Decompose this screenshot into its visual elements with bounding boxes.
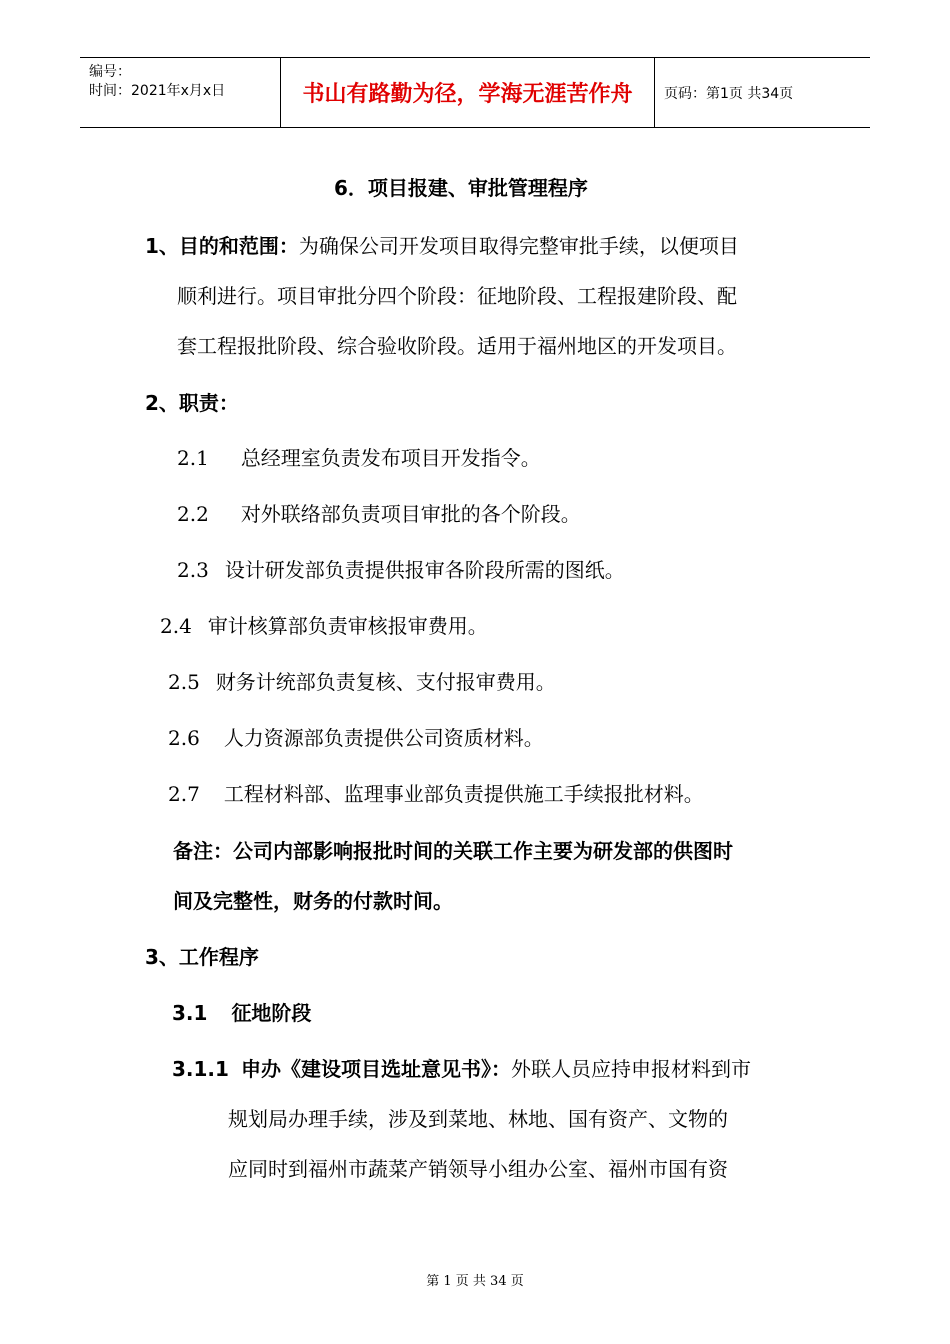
header-slogan: 书山有路勤为径，学海无涯苦作舟 [281, 58, 655, 127]
duty-text: 审计核算部负责审核报审费用。 [207, 614, 488, 638]
duty-text: 设计研发部负责提供报审各阶段所需的图纸。 [224, 558, 625, 582]
sec3-item-num: 3.1.1 [172, 1057, 229, 1081]
duty-num: 2.6 [168, 726, 200, 750]
duty-item-4 [160, 610, 488, 639]
sec3-item-text1: 外联人员应持申报材料到市 [510, 1057, 751, 1081]
duty-item-3 [177, 554, 625, 583]
duty-num: 2.5 [168, 670, 200, 694]
sec3-sub-title: 征地阶段 [231, 1001, 312, 1025]
sec3-item-line3: 应同时到福州市蔬菜产销领导小组办公室、福州市国有资 [228, 1157, 728, 1181]
sec1-text1: 为确保公司开发项目取得完整审批手续，以便项目 [298, 234, 739, 258]
sec3-item-line1 [172, 1053, 751, 1082]
duty-item-2 [177, 498, 581, 527]
header-table [80, 57, 870, 128]
sec3-item-line2: 规划局办理手续，涉及到菜地、林地、国有资产、文物的 [228, 1107, 728, 1131]
sec3-sub-num: 3.1 [172, 1001, 208, 1025]
sec3-heading: 3、工作程序 [145, 945, 259, 969]
sec1-line1 [145, 230, 739, 259]
duty-item-6 [168, 722, 544, 751]
duty-num: 2.2 [177, 502, 209, 526]
duty-item-1 [177, 442, 541, 471]
sec1-heading: 1、目的和范围： [145, 234, 299, 258]
note-line1: 备注：公司内部影响报批时间的关联工作主要为研发部的供图时 [173, 839, 733, 863]
sec1-line2: 顺利进行。项目审批分四个阶段：征地阶段、工程报建阶段、配 [177, 284, 737, 308]
duty-text: 总经理室负责发布项目开发指令。 [240, 446, 541, 470]
duty-text: 财务计统部负责复核、支付报审费用。 [215, 670, 556, 694]
note-line2: 间及完整性，财务的付款时间。 [173, 889, 453, 913]
time-label: 时间：2021年x月x日 [89, 83, 226, 99]
duty-text: 对外联络部负责项目审批的各个阶段。 [240, 502, 581, 526]
sec3-item-title: 申办《建设项目选址意见书》： [240, 1057, 511, 1081]
sec2-heading: 2、职责： [145, 391, 239, 415]
duty-num: 2.3 [177, 558, 209, 582]
duty-item-5 [168, 666, 556, 695]
duty-text: 人力资源部负责提供公司资质材料。 [223, 726, 544, 750]
duty-num: 2.1 [177, 446, 209, 470]
header-page-info: 页码：第1页 共34页 [664, 85, 794, 102]
page-title: 6．项目报建、审批管理程序 [334, 176, 588, 200]
sec3-sub [172, 997, 311, 1026]
duty-item-7 [168, 778, 704, 807]
duty-num: 2.7 [168, 782, 200, 806]
header-meta-cell [80, 58, 281, 127]
page-footer: 第 1 页 共 34 页 [426, 1274, 524, 1289]
duty-num: 2.4 [160, 614, 192, 638]
duty-text: 工程材料部、监理事业部负责提供施工手续报批材料。 [223, 782, 704, 806]
number-label: 编号： [89, 64, 131, 80]
sec1-line3: 套工程报批阶段、综合验收阶段。适用于福州地区的开发项目。 [177, 334, 737, 358]
